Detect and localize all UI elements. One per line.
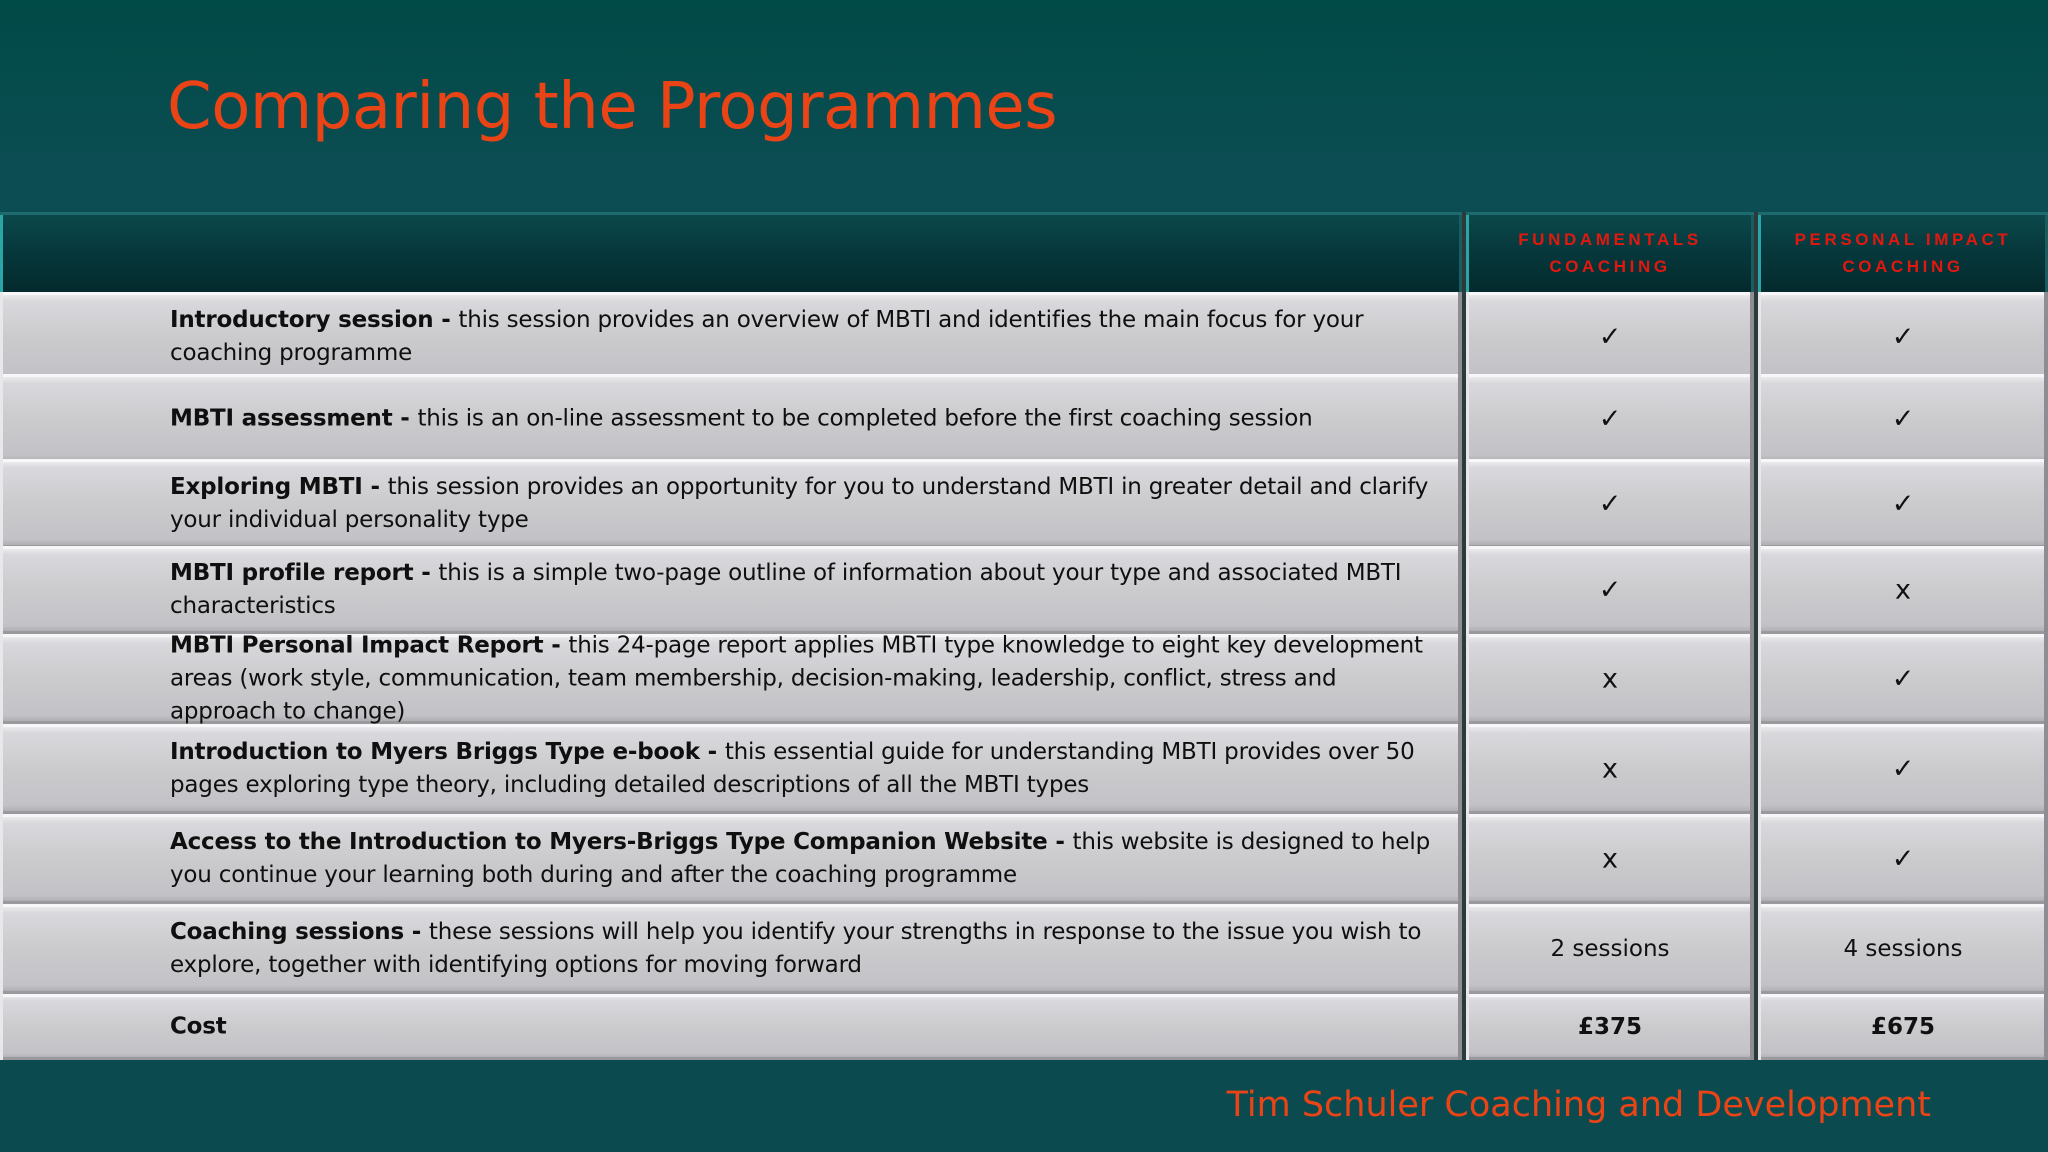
page-title: Comparing the Programmes [167, 70, 1058, 144]
table-cell-personal-impact [1758, 904, 2048, 994]
table-row-description [0, 459, 1462, 548]
table-row-description [0, 374, 1462, 464]
checkmark-icon: ✓ [1598, 488, 1622, 519]
checkmark-icon: ✓ [1598, 403, 1622, 435]
footer-text: Tim Schuler Coaching and Development [1226, 1085, 1931, 1125]
cross-mark: x [1895, 574, 1911, 606]
row-description-text [170, 630, 1440, 729]
checkmark-icon: ✓ [1891, 321, 1915, 353]
row-description-text [170, 557, 1440, 623]
checkmark-icon: ✓ [1891, 753, 1915, 785]
row-feature-name: Introductory session - [170, 307, 459, 333]
row-feature-detail: this session provides an overview of MBTI and identifies the main focus for your coaching programme [170, 307, 1364, 366]
table-cell-personal-impact [1758, 724, 2048, 814]
row-feature-name: MBTI assessment - [170, 405, 418, 432]
table-row-description [0, 292, 1462, 382]
table-cell-personal-impact [1758, 634, 2048, 724]
table-cell-fundamentals [1466, 814, 1754, 904]
row-feature-name: MBTI Personal Impact Report - [170, 632, 569, 659]
cell-value: £375 [1577, 1014, 1642, 1040]
table-cell-personal-impact [1758, 292, 2048, 382]
row-feature-name: Access to the Introduction to Myers-Briggs Type Companion Website - [170, 829, 1073, 855]
row-description-text [170, 826, 1440, 892]
table-cell-personal-impact [1758, 374, 2048, 464]
checkmark-icon: ✓ [1891, 663, 1915, 695]
row-feature-detail: this is an on-line assessment to be completed before the first coaching session [417, 405, 1313, 432]
row-feature-detail: this essential guide for understanding MBTI provides over 50 pages exploring type theory, including detailed descriptions of all the MBTI types [170, 739, 1415, 798]
checkmark-icon: ✓ [1891, 843, 1915, 875]
table-cell-personal-impact [1758, 814, 2048, 904]
header-blank-cell [0, 212, 1462, 292]
checkmark-icon: ✓ [1598, 321, 1622, 353]
table-cell-fundamentals [1466, 459, 1754, 548]
header-personal-impact-label: PERSONAL IMPACT COACHING [1794, 230, 2012, 276]
cross-mark: x [1602, 753, 1618, 785]
table-cell-personal-impact [1758, 546, 2048, 634]
header-fundamentals-label: FUNDAMENTALS COACHING [1518, 230, 1702, 276]
row-feature-name: Coaching sessions - [170, 919, 429, 945]
checkmark-icon: ✓ [1598, 574, 1622, 606]
cross-mark: x [1602, 843, 1618, 875]
row-feature-detail: these sessions will help you identify your strengths in response to the issue you wish to explore, together with identifying options for moving forward [170, 919, 1422, 978]
header-personal-impact [1758, 212, 2048, 292]
header-fundamentals [1466, 212, 1754, 292]
row-description-text [170, 471, 1440, 537]
cell-value: 4 sessions [1843, 936, 1963, 962]
row-feature-name: Exploring MBTI - [170, 473, 388, 500]
cell-value: 2 sessions [1550, 936, 1670, 962]
table-cell-fundamentals [1466, 546, 1754, 634]
cross-mark: x [1602, 663, 1618, 695]
row-feature-detail: this session provides an opportunity for you to understand MBTI in greater detail and clarify your individual personality type [170, 473, 1429, 533]
cell-value: £675 [1870, 1014, 1935, 1040]
row-feature-name: Introduction to Myers Briggs Type e-book - [170, 739, 725, 765]
table-row-description [0, 546, 1462, 634]
row-description-text [170, 403, 1440, 436]
row-description-text [170, 916, 1440, 982]
row-feature-detail: this 24-page report applies MBTI type knowledge to eight key development areas (work style, communication, team membership, decision-making, leadership, conflict, stress and approach to change) [170, 632, 1423, 725]
comparison-table [0, 212, 2048, 1060]
table-cell-fundamentals [1466, 634, 1754, 724]
row-feature-detail: this website is designed to help you continue your learning both during and after the coaching programme [170, 829, 1430, 888]
table-row-description [0, 724, 1462, 814]
row-description-text [170, 1011, 1440, 1044]
table-cell-fundamentals [1466, 724, 1754, 814]
table-cell-fundamentals [1466, 994, 1754, 1060]
table-cell-personal-impact [1758, 459, 2048, 548]
table-cell-fundamentals [1466, 374, 1754, 464]
table-cell-fundamentals [1466, 904, 1754, 994]
checkmark-icon: ✓ [1891, 403, 1915, 435]
table-cell-fundamentals [1466, 292, 1754, 382]
row-feature-name: MBTI profile report - [170, 560, 439, 586]
table-row-description [0, 634, 1462, 724]
row-feature-detail: this is a simple two-page outline of information about your type and associated MBTI characteristics [170, 560, 1402, 619]
table-cell-personal-impact [1758, 994, 2048, 1060]
row-description-text [170, 736, 1440, 802]
table-row-description [0, 904, 1462, 994]
checkmark-icon: ✓ [1891, 488, 1915, 519]
row-description-text [170, 304, 1440, 370]
table-row-description [0, 814, 1462, 904]
row-feature-name: Cost [170, 1013, 227, 1040]
table-row-description [0, 994, 1462, 1060]
